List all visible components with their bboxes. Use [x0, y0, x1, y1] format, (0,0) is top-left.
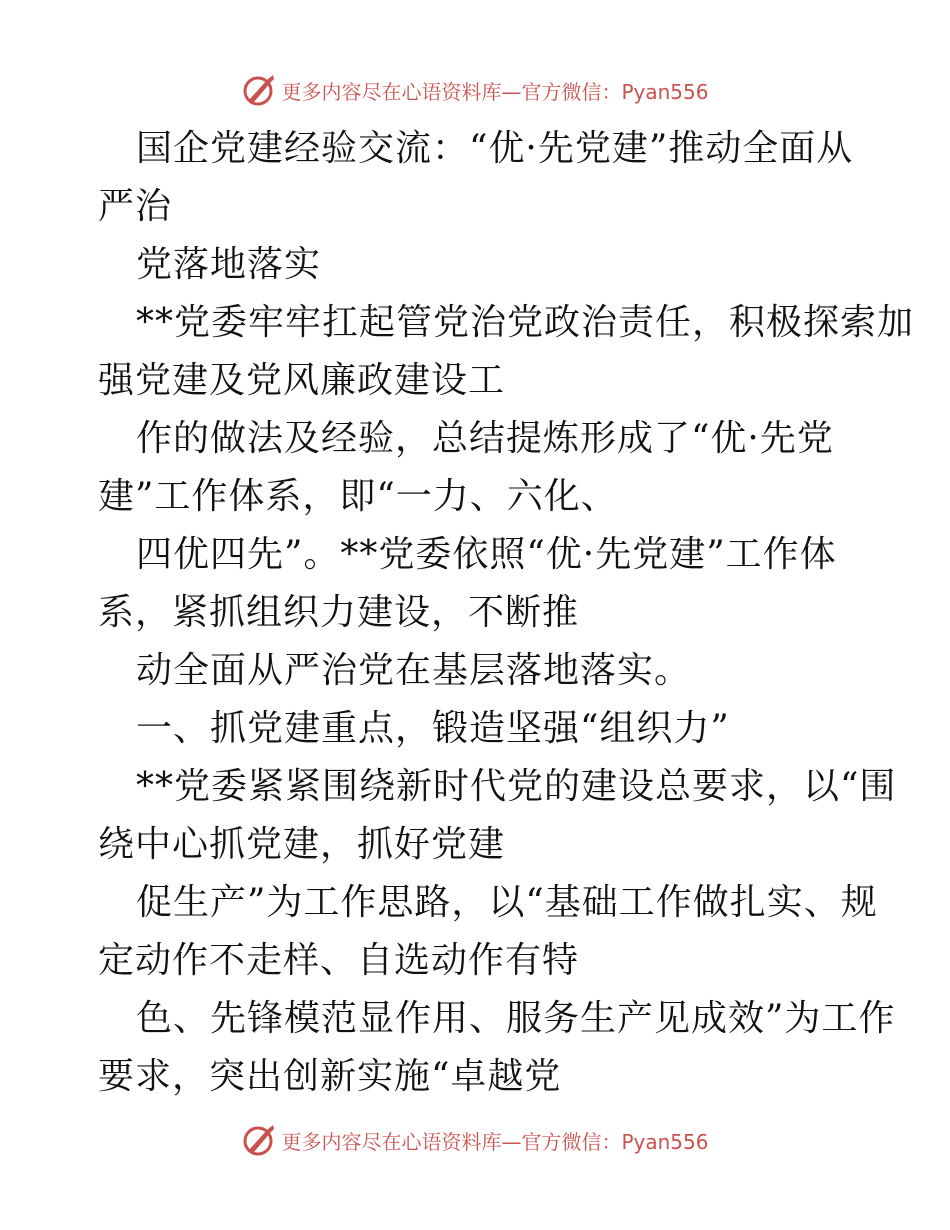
doc-line-3: 党落地落实 [136, 244, 322, 285]
watermark-text: 更多内容尽在心语资料库—官方微信：Pyan556 [281, 1129, 709, 1154]
section-heading-1: 一、抓党建重点，锻造坚强“组织力” [136, 708, 730, 749]
doc-line-15: 定动作不走样、自选动作有特 [98, 940, 580, 981]
quill-pen-logo-icon [241, 72, 277, 108]
doc-line-8: 四优四先”。**党委依照“优·先党建”工作体 [136, 534, 837, 575]
doc-line-16: 色、先锋模范显作用、服务生产见成效”为工作 [136, 998, 896, 1039]
doc-line-2: 严治 [98, 186, 173, 227]
doc-line-4: **党委牢牢扛起管党治党政治责任，积极探索加 [136, 302, 915, 343]
header-watermark [0, 70, 950, 110]
doc-line-12: **党委紧紧围绕新时代党的建设总要求，以“围 [136, 766, 897, 807]
quill-pen-logo-icon [241, 1122, 277, 1158]
doc-line-17: 要求，突出创新实施“卓越党 [98, 1056, 562, 1097]
doc-line-5: 强党建及党风廉政建设工 [98, 360, 506, 401]
doc-line-7: 建”工作体系，即“一力、六化、 [98, 476, 618, 517]
footer-watermark [0, 1120, 950, 1160]
doc-line-6: 作的做法及经验，总结提炼形成了“优·先党 [136, 418, 834, 459]
doc-line-1: 国企党建经验交流：“优·先党建”推动全面从 [136, 128, 854, 169]
doc-line-13: 绕中心抓党建，抓好党建 [98, 824, 506, 865]
doc-line-14: 促生产”为工作思路，以“基础工作做扎实、规 [136, 882, 878, 923]
doc-line-10: 动全面从严治党在基层落地落实。 [136, 650, 692, 691]
doc-line-9: 系，紧抓组织力建设，不断推 [98, 592, 580, 633]
watermark-text: 更多内容尽在心语资料库—官方微信：Pyan556 [281, 79, 709, 104]
